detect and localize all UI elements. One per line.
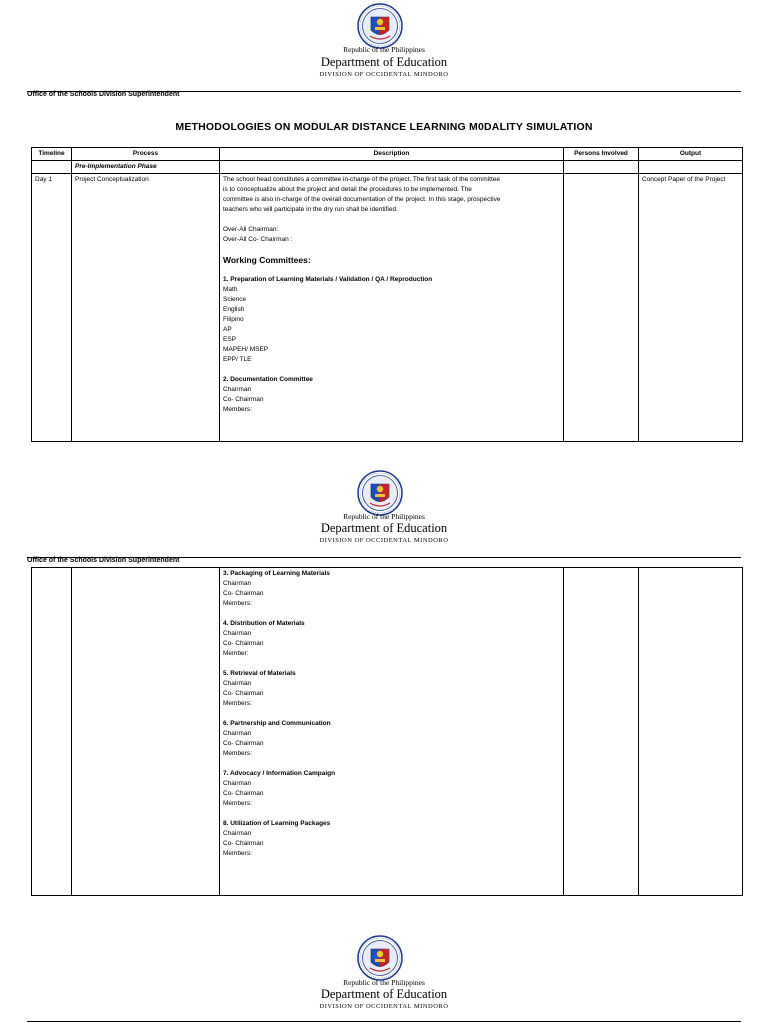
deped-seal-logo [357, 3, 403, 49]
process-cell: Project Conceptualization [72, 174, 220, 442]
header-divider [27, 1021, 741, 1022]
subject-item: English [223, 306, 245, 313]
role-item: Co- Chairman [223, 740, 264, 747]
persons-cell [564, 174, 639, 442]
methodology-table [31, 147, 743, 442]
committee-title: 8. Utilization of Learning Packages [223, 820, 331, 827]
subject-item: Filipino [223, 316, 244, 323]
header-divider [27, 557, 741, 558]
table-header-row [32, 148, 743, 161]
role-item: Chairman [223, 386, 252, 393]
overall-chairman: Over-All Chairman: [223, 226, 279, 233]
republic-label: Republic of the Philippines [343, 978, 425, 987]
col-timeline: Timeline [32, 148, 72, 161]
division-label: DIVISION OF OCCIDENTAL MINDORO [319, 537, 449, 544]
role-item: Chairman [223, 580, 252, 587]
role-item: Members: [223, 800, 252, 807]
phase-row [32, 161, 743, 174]
subject-item: AP [223, 326, 232, 333]
subject-item: EPP/ TLE [223, 356, 252, 363]
role-item: Members: [223, 750, 252, 757]
role-item: Co- Chairman [223, 590, 264, 597]
republic-label: Republic of the Philippines [343, 45, 425, 54]
committee-title: 1. Preparation of Learning Materials / Validation / QA / Reproduction [223, 276, 433, 283]
working-committees-heading: Working Committees: [223, 255, 311, 265]
role-item: Co- Chairman [223, 840, 264, 847]
deped-seal-logo [357, 935, 403, 981]
role-item: Chairman [223, 780, 252, 787]
committee-title: 5. Retrieval of Materials [223, 670, 296, 677]
col-process: Process [72, 148, 220, 161]
role-item: Member: [223, 650, 249, 657]
committee-title: 2. Documentation Committee [223, 376, 313, 383]
committee-title: 4. Distribution of Materials [223, 620, 305, 627]
table-row [32, 568, 743, 896]
methodology-table-continued [31, 567, 743, 896]
division-label: DIVISION OF OCCIDENTAL MINDORO [319, 1003, 449, 1010]
role-item: Co- Chairman [223, 790, 264, 797]
role-item: Members: [223, 700, 252, 707]
document-title: METHODOLOGIES ON MODULAR DISTANCE LEARNING M0DALITY SIMULATION [175, 121, 593, 133]
col-output: Output [639, 148, 743, 161]
timeline-cell: Day 1 [32, 174, 72, 442]
output-cell: Concept Paper of the Project [639, 174, 743, 442]
intro-line: The school head constitutes a committee in-charge of the project. The first task of the committee [223, 176, 500, 183]
subject-item: Science [223, 296, 247, 303]
intro-line: teachers who will participate in the dry run shall be identified. [223, 206, 398, 213]
role-item: Chairman [223, 680, 252, 687]
role-item: Chairman [223, 630, 252, 637]
description-cell [220, 174, 564, 442]
subject-item: ESP [223, 336, 237, 343]
role-item: Co- Chairman [223, 640, 264, 647]
deped-seal-logo [357, 470, 403, 516]
office-label: Office of the Schools Division Superintendent [27, 91, 180, 98]
department-title: Department of Education [320, 55, 448, 69]
table-row [32, 174, 743, 442]
department-title: Department of Education [320, 521, 448, 535]
role-item: Members: [223, 850, 252, 857]
role-item: Co- Chairman [223, 396, 264, 403]
department-title: Department of Education [320, 987, 448, 1001]
intro-line: committee is also in-charge of the overall documentation of the project. In this stage, prospective [223, 196, 501, 203]
role-item: Chairman [223, 830, 252, 837]
overall-cochairman: Over-All Co- Chairman : [223, 236, 293, 243]
role-item: Co- Chairman [223, 690, 264, 697]
phase-label: Pre-Implementation Phase [72, 161, 220, 174]
committee-title: 7. Advocacy / Information Campaign [223, 770, 336, 777]
subject-item: Math [223, 286, 238, 293]
role-item: Members: [223, 406, 252, 413]
description-cell [220, 568, 564, 896]
division-label: DIVISION OF OCCIDENTAL MINDORO [319, 71, 449, 78]
col-description: Description [220, 148, 564, 161]
header-divider [27, 91, 741, 92]
committee-title: 6. Partnership and Communication [223, 720, 331, 727]
office-label: Office of the Schools Division Superintendent [27, 557, 180, 564]
committee-title: 3. Packaging of Learning Materials [223, 570, 330, 577]
republic-label: Republic of the Philippines [343, 512, 425, 521]
role-item: Members: [223, 600, 252, 607]
role-item: Chairman [223, 730, 252, 737]
col-persons-involved: Persons Involved [564, 148, 639, 161]
subject-item: MAPEH/ MSEP [223, 346, 269, 353]
intro-line: is to conceptualize about the project and detail the procedures to be implemented. The [223, 186, 472, 193]
